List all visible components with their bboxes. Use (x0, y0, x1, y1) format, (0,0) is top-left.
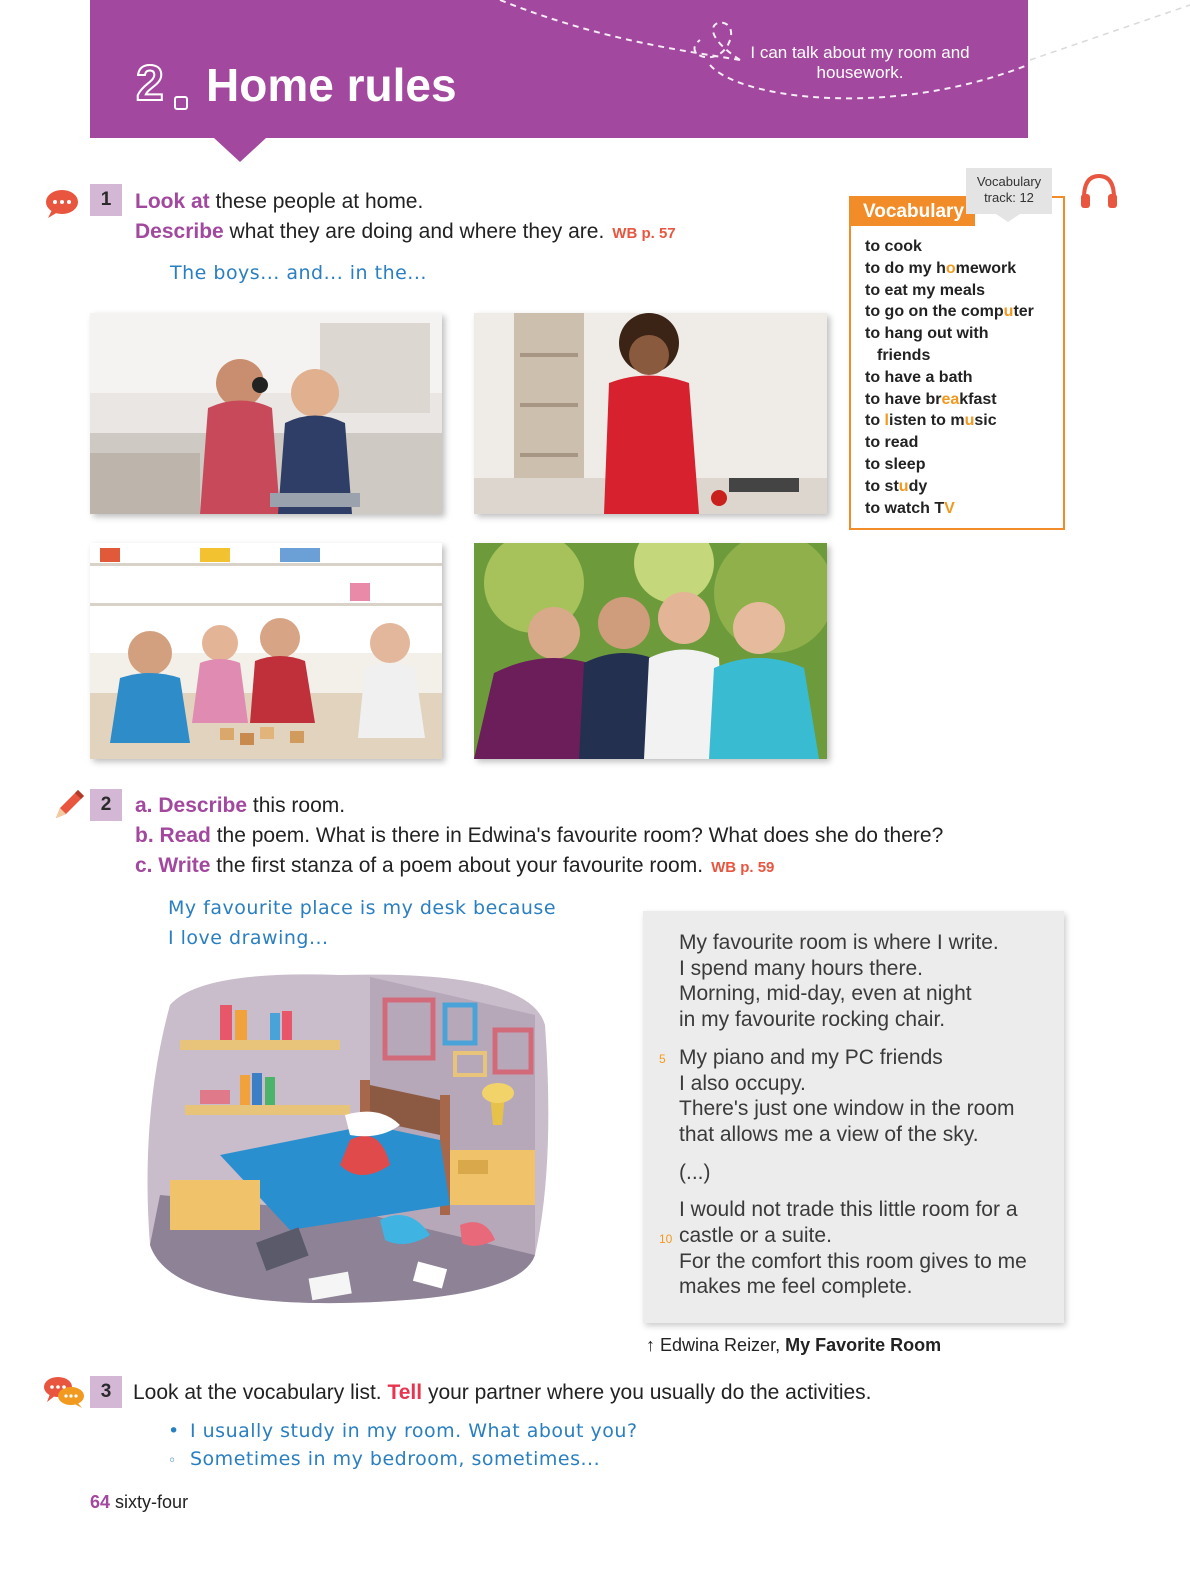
unit-number-dot (174, 96, 188, 110)
vocabulary-text: isten to m (889, 412, 965, 430)
pencil-icon (52, 788, 86, 822)
exercise-3-instruction (133, 1378, 872, 1408)
dialogue-text: I usually study in my room. What about you? (190, 1420, 638, 1442)
instruction-keyword: c. Write (135, 854, 211, 877)
instruction-keyword: a. Describe (135, 794, 248, 817)
vocabulary-item (865, 367, 1055, 389)
vocabulary-heading: Vocabulary (851, 198, 975, 226)
poem-line: For the comfort this room gives to me (679, 1249, 1027, 1273)
vocabulary-text: to st (865, 477, 899, 495)
exercise-1-number: 1 (90, 184, 122, 216)
vocabulary-item (865, 301, 1055, 323)
poem-stanza-2 (659, 1045, 1027, 1148)
poem-line: Morning, mid-day, even at night (679, 982, 972, 1006)
vocabulary-text: to do my h (865, 259, 946, 277)
vocabulary-item (865, 410, 1055, 432)
vocabulary-item (865, 236, 1055, 258)
vocabulary-text: to sleep (865, 455, 926, 473)
page-footer (90, 1492, 188, 1513)
vocabulary-text: to (865, 412, 885, 430)
instruction-text: the first stanza of a poem about your favourite room. (210, 854, 704, 877)
dialogue-line-1 (168, 1416, 638, 1446)
poem-line: I would not trade this little room for a (679, 1198, 1018, 1222)
exercise-2-part-b (135, 821, 943, 851)
photo-friends-outdoors (474, 543, 827, 759)
workbook-reference: WB p. 59 (711, 859, 775, 876)
speech-bubble-icon (44, 188, 80, 220)
page-number-words: sixty-four (115, 1492, 189, 1512)
learning-goal: I can talk about my room and housework. (750, 43, 970, 82)
exercise-2-part-c (135, 851, 774, 883)
poem-credit (646, 1335, 941, 1356)
poem-ellipsis: (...) (679, 1160, 711, 1184)
poem-line: I also occupy. (679, 1071, 806, 1095)
vocabulary-item (865, 389, 1055, 411)
exercise-2-model-line2: I love drawing... (168, 927, 329, 949)
instruction-text: Look at the vocabulary list. (133, 1381, 388, 1404)
vocabulary-text: mework (955, 259, 1017, 277)
photo-children-playing-blocks (90, 543, 442, 759)
poem-line: makes me feel complete. (679, 1275, 913, 1299)
track-label: Vocabulary (976, 174, 1042, 189)
messy-room-illustration (140, 965, 552, 1305)
vocabulary-item (865, 323, 1055, 345)
vocabulary-text: to cook (865, 238, 922, 255)
vocabulary-text: to have br (865, 390, 942, 408)
stressed-letters: l (884, 412, 889, 430)
exercise-2-model-line1: My favourite place is my desk because (168, 897, 557, 919)
page-title: Home rules (206, 59, 457, 111)
vocabulary-text: to have a bath (865, 368, 973, 386)
vocabulary-text: to eat my meals (865, 281, 986, 299)
vocabulary-item (865, 476, 1055, 498)
photo-boys-on-sofa (90, 313, 442, 514)
banner-pointer (214, 138, 266, 162)
instruction-keyword: Describe (135, 220, 224, 243)
vocabulary-item (865, 258, 1055, 280)
poem-line: in my favourite rocking chair. (679, 1008, 946, 1032)
line-number: 10 (659, 1232, 673, 1247)
instruction-text: these people at home. (209, 190, 424, 213)
workbook-reference: WB p. 57 (612, 225, 676, 242)
instruction-text: your partner where you usually do the activities. (422, 1381, 872, 1404)
poem-line: castle or a suite. (679, 1224, 832, 1248)
poem-line: My favourite room is where I write. (679, 931, 999, 954)
exercise-1-instruction-line1 (135, 187, 423, 217)
vocabulary-text: to read (865, 434, 919, 452)
exercise-1-instruction-line2 (135, 217, 676, 249)
bullet-hollow-icon: ◦ (168, 1453, 177, 1469)
vocabulary-list (865, 236, 1055, 519)
instruction-keyword: Look at (135, 190, 210, 213)
poem-stanza-3 (659, 1197, 1027, 1300)
exercise-3-number: 3 (90, 1376, 122, 1408)
exercise-2-number: 2 (90, 789, 122, 821)
photo-girl-cooking (474, 313, 827, 514)
vocabulary-text: to go on the comp (865, 303, 1004, 321)
conversation-bubbles-icon (42, 1374, 86, 1410)
stressed-letters: u (898, 477, 909, 495)
poem-line: I spend many hours there. (679, 956, 923, 980)
vocabulary-text: ter (1013, 303, 1034, 321)
instruction-text: what they are doing and where they are. (223, 220, 605, 243)
headphones-icon[interactable] (1078, 170, 1120, 210)
credit-author: Edwina Reizer, (660, 1335, 781, 1355)
vocabulary-text: to watch T (865, 499, 945, 517)
instruction-text: this room. (247, 794, 346, 817)
vocabulary-item (865, 345, 1055, 367)
line-number: 5 (659, 1051, 666, 1066)
exercise-2-part-a (135, 791, 345, 821)
vocabulary-item (865, 280, 1055, 302)
stressed-letters: u (964, 412, 975, 430)
stressed-letters: V (944, 499, 955, 517)
exercise-1-model-answer: The boys... and... in the... (170, 262, 427, 284)
bullet-filled-icon: • (168, 1420, 180, 1442)
track-number: track: 12 (984, 190, 1034, 205)
vocabulary-text: to hang out with (865, 325, 989, 343)
poem-text (659, 930, 1027, 1312)
vocabulary-text: sic (974, 412, 997, 430)
vocabulary-item (865, 498, 1055, 520)
dialogue-text: Sometimes in my bedroom, sometimes... (190, 1448, 601, 1470)
vocabulary-text: kfast (959, 390, 997, 408)
stressed-letters: u (1003, 303, 1014, 321)
vocabulary-text: dy (908, 477, 928, 495)
dialogue-line-2 (168, 1444, 600, 1476)
poem-line: that allows me a view of the sky. (679, 1122, 979, 1146)
instruction-keyword: b. Read (135, 824, 211, 847)
credit-title: My Favorite Room (785, 1335, 942, 1355)
poem-line: My piano and my PC friends (679, 1045, 943, 1069)
poem-line: There's just one window in the room (679, 1097, 1015, 1121)
instruction-keyword: Tell (387, 1381, 423, 1404)
vocabulary-track-tag (966, 168, 1052, 214)
stressed-letters: ea (941, 390, 960, 408)
credit-icon: ↑ (646, 1335, 655, 1355)
vocabulary-text: friends (877, 346, 931, 364)
poem-stanza-1 (679, 930, 1027, 1033)
vocabulary-item (865, 432, 1055, 454)
stressed-letters: o (945, 259, 956, 277)
track-tag-pointer (996, 214, 1020, 222)
instruction-text: the poem. What is there in Edwina's favourite room? What does she do there? (210, 824, 944, 847)
unit-number: 2 (136, 55, 164, 111)
vocabulary-item (865, 454, 1055, 476)
page-number: 64 (90, 1492, 111, 1512)
